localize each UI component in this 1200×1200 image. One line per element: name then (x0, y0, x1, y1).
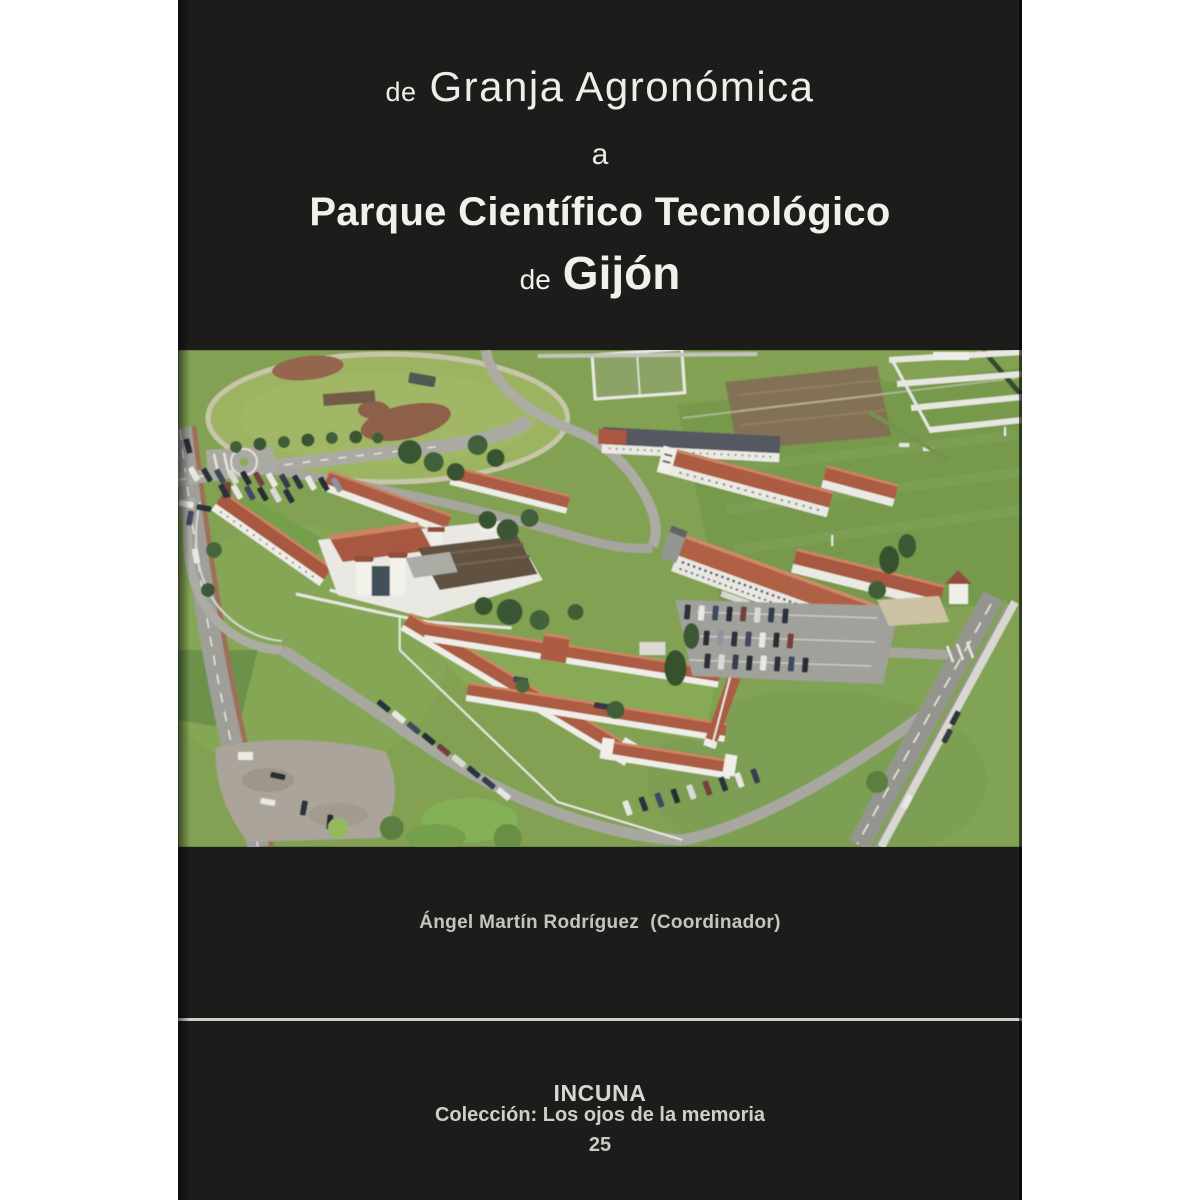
photo-haze (178, 350, 1022, 847)
title-gijon: Gijón (562, 247, 681, 299)
author-line: Ángel Martín Rodríguez (Coordinador) (419, 912, 781, 933)
title-granja-agronomica: Granja Agronómica (429, 63, 815, 110)
cover-right-edge-shadow (1019, 0, 1022, 1200)
title-line-gijon (178, 247, 1022, 299)
title-parque-cientifico: Parque Científico Tecnológico (309, 190, 891, 234)
title-prefix-de-top: de (385, 77, 417, 107)
cover-left-edge-shadow (178, 0, 190, 1200)
publisher-name: INCUNA (553, 1080, 647, 1106)
title-prefix-de-bottom: de (519, 264, 551, 295)
title-line-top (178, 63, 1022, 110)
divider-line (178, 1018, 1022, 1021)
title-connector-a: a (591, 138, 609, 171)
series-number: 25 (588, 1134, 612, 1156)
book-cover (178, 0, 1022, 1200)
cover-photo (178, 350, 1022, 847)
aerial-photo-svg (178, 350, 1022, 847)
collection-line: Colección: Los ojos de la memoria (434, 1104, 766, 1126)
